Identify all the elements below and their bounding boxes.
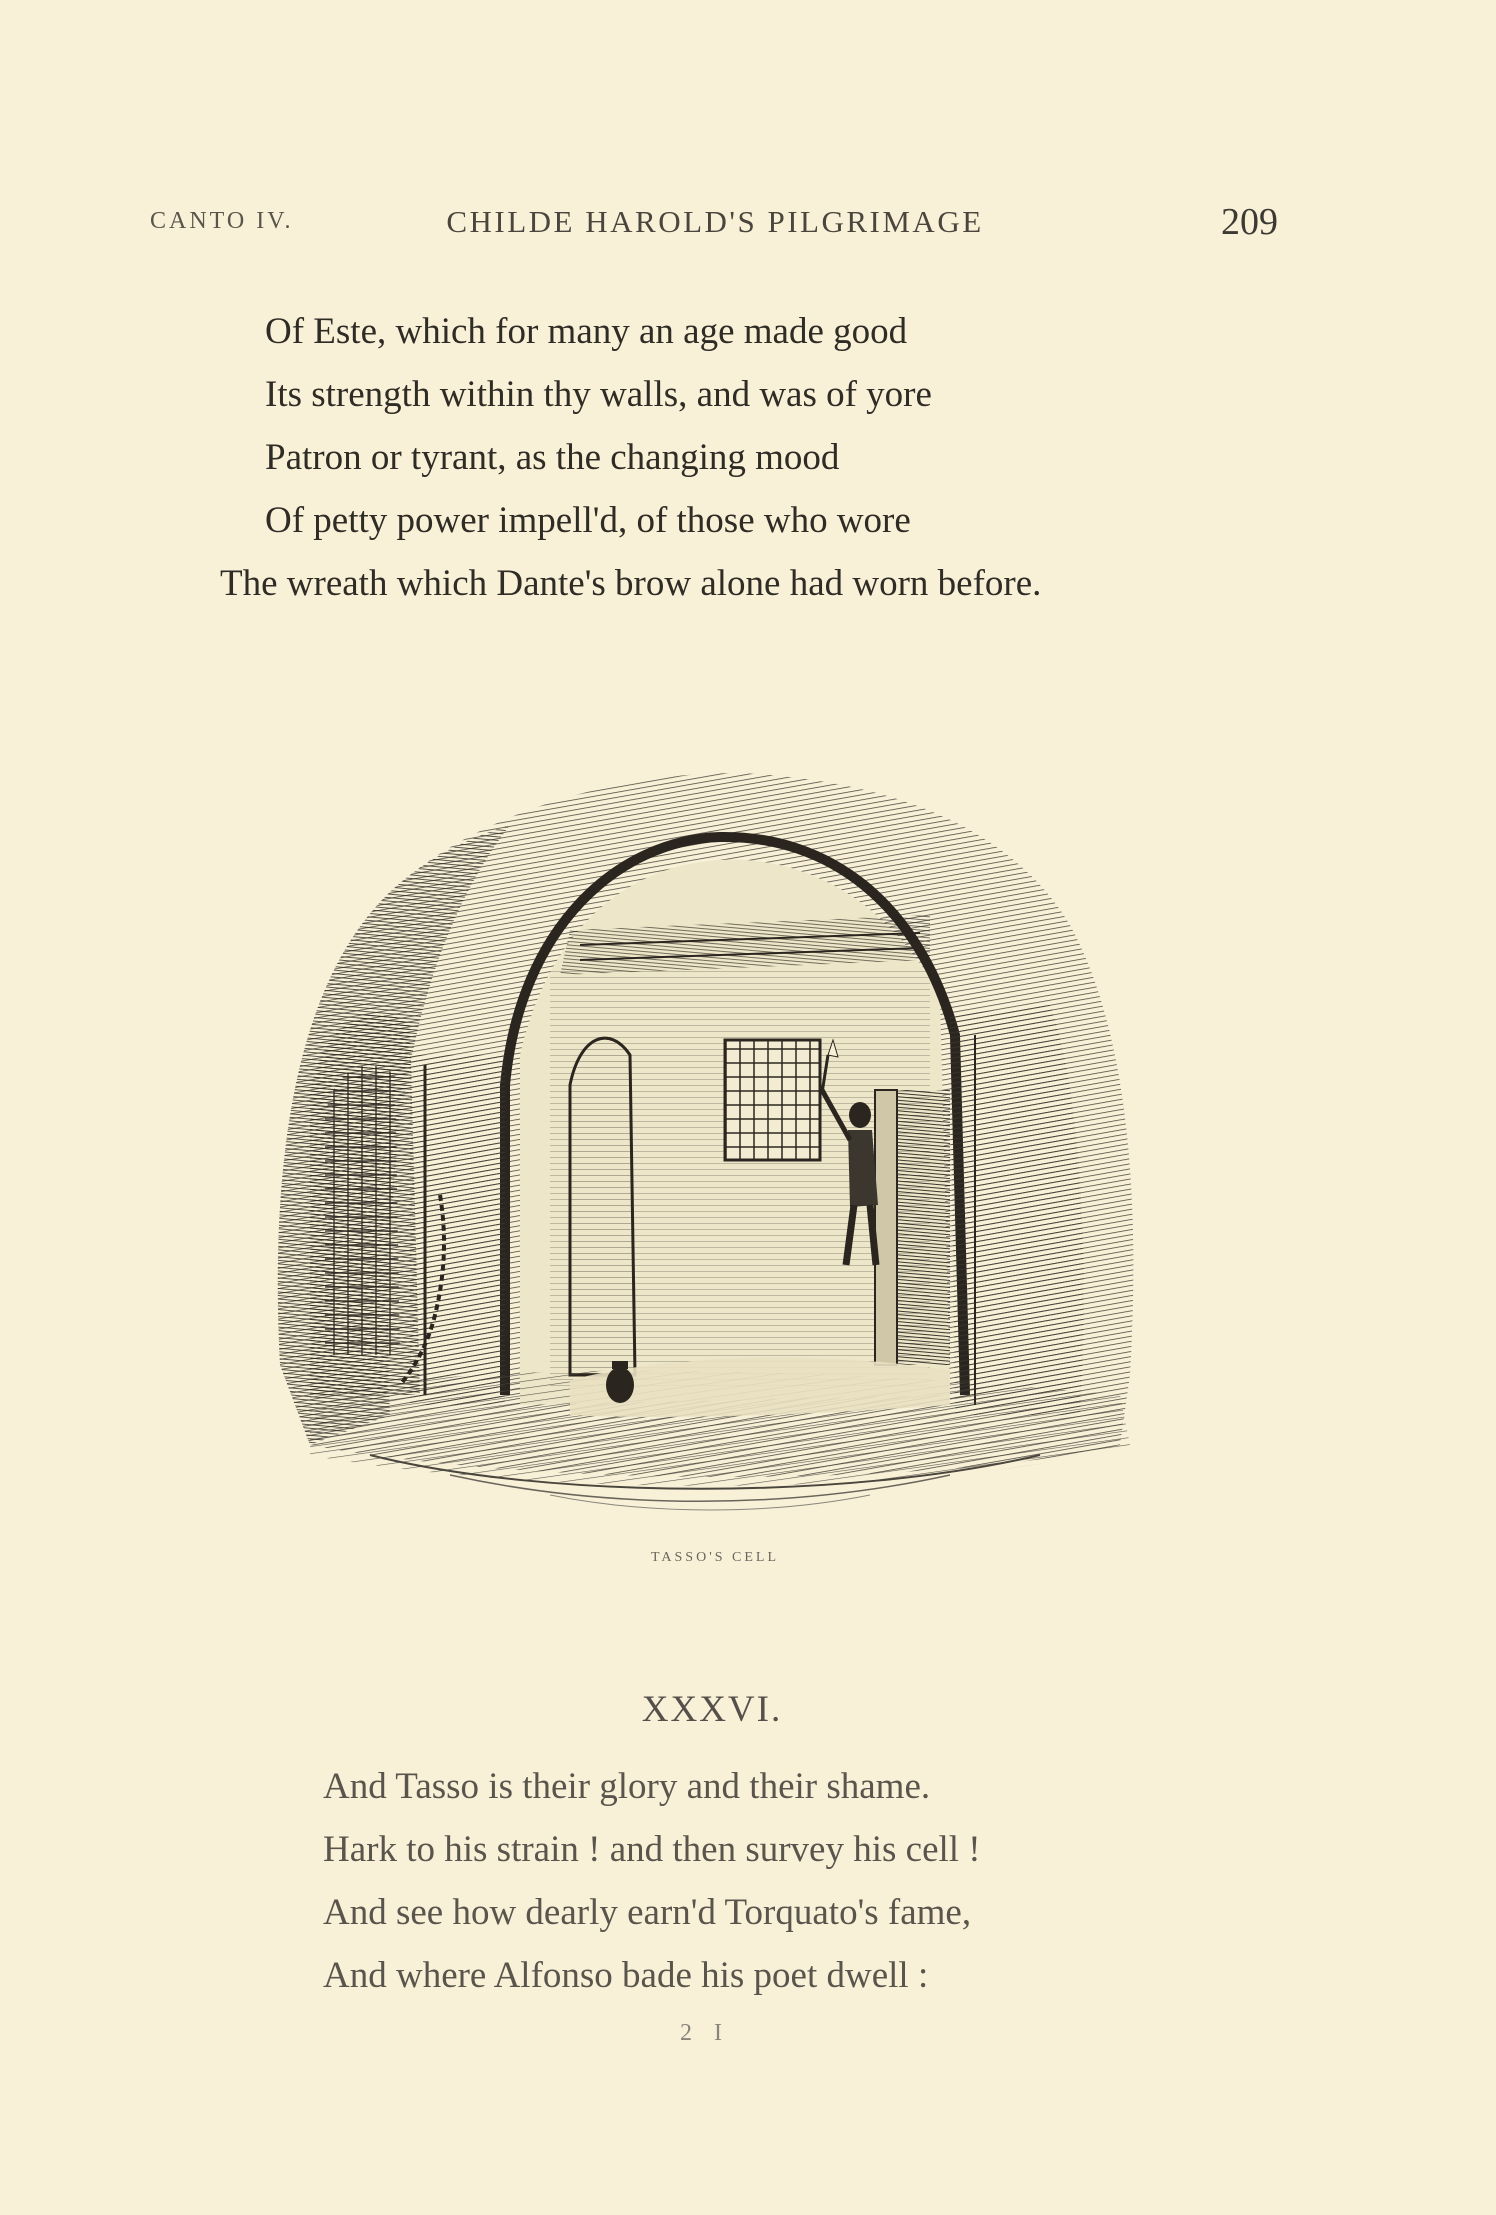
verse-line: Hark to his strain ! and then survey his cell ! bbox=[323, 1829, 981, 1870]
illustration-caption: TASSO'S CELL bbox=[650, 1550, 780, 1565]
verse-line-alexandrine: The wreath which Dante's brow alone had worn before. bbox=[220, 563, 1042, 604]
verse-line: Of petty power impell'd, of those who wore bbox=[265, 500, 911, 541]
engraving-tassos-cell bbox=[250, 755, 1180, 1535]
verse-line: Its strength within thy walls, and was of yore bbox=[265, 374, 932, 415]
verse-line: And where Alfonso bade his poet dwell : bbox=[323, 1955, 929, 1996]
verse-line: And see how dearly earn'd Torquato's fame, bbox=[323, 1892, 972, 1933]
inner-arched-door bbox=[570, 1038, 635, 1375]
page-number: 209 bbox=[1221, 201, 1278, 243]
verse-line: And Tasso is their glory and their shame. bbox=[323, 1766, 931, 1807]
book-title: CHILDE HAROLD'S PILGRIMAGE bbox=[446, 204, 984, 239]
canto-label: CANTO IV. bbox=[150, 208, 294, 234]
right-pillar bbox=[950, 1005, 1084, 1415]
stanza-xxxvi bbox=[323, 1755, 981, 2007]
left-window-lattice bbox=[325, 1065, 400, 1355]
verse-line: Patron or tyrant, as the changing mood bbox=[265, 437, 840, 478]
verse-line: Of Este, which for many an age made good bbox=[265, 311, 908, 352]
signature-mark: 2 I bbox=[680, 2020, 730, 2046]
stanza-number: XXXVI. bbox=[641, 1689, 783, 1730]
stanza-continuation bbox=[220, 300, 1042, 615]
running-head bbox=[0, 200, 1496, 250]
